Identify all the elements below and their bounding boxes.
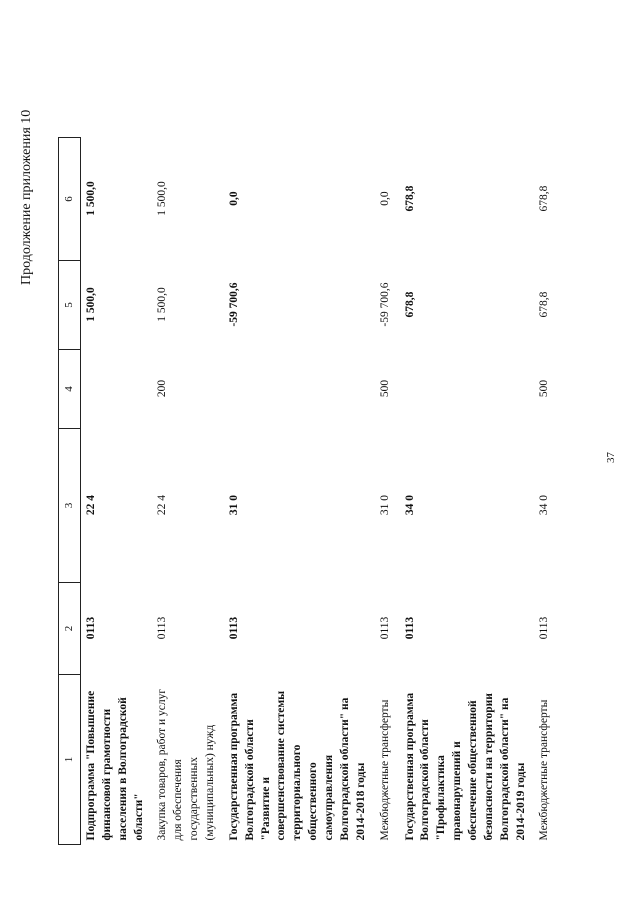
row-name: Государственная программа Волгоградской области "Развитие и совершенствование системы территориального общественного самоуправления Волгоградской области" на 2014-2018 годы [227, 690, 367, 841]
row-type: 500 [378, 379, 391, 398]
table-row [224, 138, 375, 845]
row-type [224, 350, 375, 429]
row-value-6: 0,0 [378, 191, 391, 206]
page-number: 37 [605, 452, 617, 463]
row-value-5: 678,8 [538, 291, 551, 318]
table-row [534, 138, 558, 845]
table-row [81, 138, 153, 845]
row-code: 0113 [378, 616, 391, 640]
row-value-6: 1 500,0 [156, 181, 169, 216]
appendix-caption: Продолжение приложения 10 [19, 109, 34, 285]
row-value-6: 0,0 [227, 191, 240, 206]
row-code: 0113 [538, 616, 551, 640]
row-target: 34 0 [538, 494, 551, 516]
row-type [400, 350, 535, 429]
row-code: 0113 [403, 616, 416, 640]
column-number-3: 3 [59, 429, 81, 583]
row-value-5: -59 700,6 [378, 282, 391, 327]
column-number-row [59, 138, 81, 845]
row-value-5: 678,8 [403, 291, 416, 318]
row-name: Межбюджетные трансферты [538, 699, 551, 841]
budget-table [58, 137, 558, 845]
row-code: 0113 [85, 616, 97, 640]
row-value-6: 678,8 [403, 185, 416, 212]
row-code: 0113 [227, 616, 240, 640]
column-number-6: 6 [59, 138, 81, 261]
table-row [152, 138, 223, 845]
column-number-5: 5 [59, 261, 81, 350]
row-target: 22 4 [156, 494, 169, 516]
column-number-4: 4 [59, 350, 81, 429]
row-value-5: -59 700,6 [227, 282, 240, 327]
row-target: 22 4 [85, 494, 97, 516]
row-name: Закупка товаров, работ и услуг для обеспечения государственных (муниципальных) нужд [156, 688, 217, 841]
row-value-6: 678,8 [538, 185, 551, 212]
table-row [375, 138, 400, 845]
row-name: Межбюджетные трансферты [378, 699, 391, 841]
column-number-1: 1 [59, 675, 81, 845]
row-value-5: 1 500,0 [156, 287, 169, 322]
row-target: 31 0 [227, 494, 240, 516]
row-type [81, 350, 153, 429]
row-code: 0113 [156, 616, 169, 640]
row-value-5: 1 500,0 [85, 287, 97, 322]
row-type: 500 [538, 379, 551, 398]
table-row [400, 138, 535, 845]
row-target: 34 0 [403, 494, 416, 516]
row-name: Государственная программа Волгоградской области "Профилактика правонарушений и обеспечение общественной безопасности на территории Волгоградской области" на 2014-2019 годы [403, 692, 527, 841]
column-number-2: 2 [59, 583, 81, 675]
row-name: Подпрограмма "Повышение финансовой грамотности населения в Волгоградской области" [85, 690, 145, 841]
row-type: 200 [156, 379, 169, 398]
row-value-6: 1 500,0 [85, 181, 97, 216]
row-target: 31 0 [378, 494, 391, 516]
